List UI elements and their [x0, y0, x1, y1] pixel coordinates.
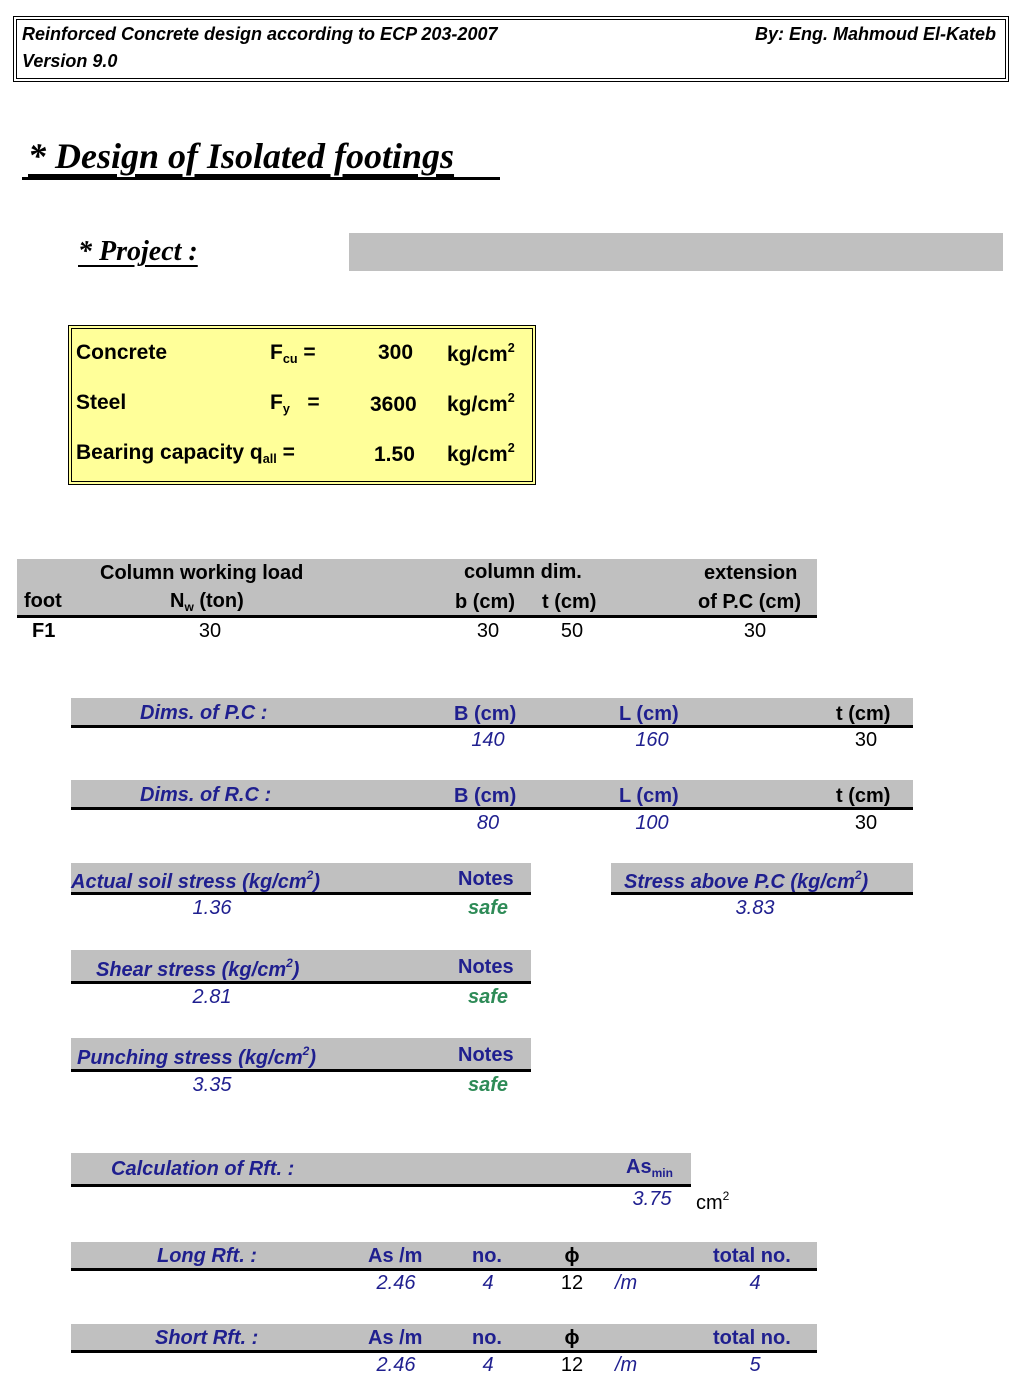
- pc-dims-label: Dims. of P.C :: [140, 702, 268, 724]
- header-column-dim: column dim.: [464, 561, 582, 583]
- project-input[interactable]: [349, 233, 1003, 271]
- long-phi-value[interactable]: 12: [560, 1272, 584, 1294]
- short-as-header: As /m: [368, 1327, 423, 1349]
- long-total-value: 4: [749, 1272, 761, 1294]
- above-pc-label: Stress above P.C $(kg/cm^2)$: [624, 868, 869, 893]
- rft-calc-label: Calculation of Rft. :: [111, 1158, 295, 1180]
- short-total-value: 5: [749, 1354, 761, 1376]
- short-rft-rule: [71, 1350, 817, 1353]
- as-min-unit: $cm^2$: [696, 1189, 730, 1214]
- pc-B-value: 140: [471, 729, 505, 751]
- bearing-label: Bearing capacity $q_{all}$ =: [76, 441, 295, 466]
- short-phi-header: ϕ: [564, 1327, 580, 1349]
- punching-value: 3.35: [192, 1074, 232, 1096]
- rc-B-value: 80: [476, 812, 500, 834]
- shear-label: Shear stress $(kg/cm^2)$: [96, 956, 300, 981]
- steel-unit: $kg/cm^2$: [447, 391, 515, 416]
- rc-L-value: 100: [635, 812, 669, 834]
- long-as-header: As /m: [368, 1245, 423, 1267]
- header-b: b (cm): [455, 591, 515, 613]
- pc-t-value[interactable]: 30: [854, 729, 878, 751]
- load-value[interactable]: 30: [198, 620, 222, 642]
- bearing-unit: $kg/cm^2$: [447, 441, 515, 466]
- short-as-value: 2.46: [376, 1354, 416, 1376]
- long-rft-label: Long Rft. :: [157, 1245, 257, 1267]
- long-no-value: 4: [482, 1272, 494, 1294]
- soil-status: safe: [467, 897, 509, 919]
- pc-dims-t-header: t (cm): [836, 703, 891, 725]
- punching-status: safe: [467, 1074, 509, 1096]
- page-title: * Design of Isolated footings: [28, 136, 455, 176]
- short-per-m: /m: [615, 1354, 638, 1376]
- pc-dims-B-header: B (cm): [454, 703, 517, 725]
- short-rft-label: Short Rft. :: [155, 1327, 259, 1349]
- soil-stress-value: 1.36: [192, 897, 232, 919]
- pc-L-value: 160: [635, 729, 669, 751]
- b-value[interactable]: 30: [476, 620, 500, 642]
- as-min-header: $As_{min}$: [626, 1156, 673, 1180]
- header-version: Version 9.0: [22, 51, 118, 71]
- shear-value: 2.81: [192, 986, 232, 1008]
- soil-stress-label: Actual soil stress $(kg/cm^2)$: [71, 868, 321, 893]
- bearing-value[interactable]: 1.50: [374, 443, 415, 466]
- rc-dims-L-header: L (cm): [619, 785, 679, 807]
- rc-t-value[interactable]: 30: [854, 812, 878, 834]
- short-no-header: no.: [472, 1327, 502, 1349]
- rc-dims-B-header: B (cm): [454, 785, 517, 807]
- header-title: Reinforced Concrete design according to ECP 203-2007: [22, 24, 498, 44]
- soil-notes-header: Notes: [458, 868, 514, 890]
- rc-dims-label: Dims. of R.C :: [140, 784, 272, 806]
- long-phi-header: ϕ: [564, 1245, 580, 1267]
- long-rft-rule: [71, 1268, 817, 1271]
- input-table-rule: [17, 615, 817, 618]
- t-value[interactable]: 50: [560, 620, 584, 642]
- header-extension-unit: of P.C (cm): [698, 591, 801, 613]
- long-as-value: 2.46: [376, 1272, 416, 1294]
- long-per-m: /m: [615, 1272, 638, 1294]
- punching-label: Punching stress $(kg/cm^2)$: [77, 1044, 316, 1069]
- foot-id: F1: [32, 620, 56, 642]
- rc-dims-t-header: t (cm): [836, 785, 891, 807]
- concrete-symbol: $F_{cu}$ =: [270, 341, 316, 366]
- header-load-unit: $N_w$ (ton): [170, 590, 244, 614]
- concrete-unit: $kg/cm^2$: [447, 341, 515, 366]
- steel-value[interactable]: 3600: [370, 393, 417, 416]
- shear-notes-header: Notes: [458, 956, 514, 978]
- concrete-value[interactable]: 300: [378, 341, 414, 364]
- header-foot: foot: [24, 590, 62, 612]
- extension-value[interactable]: 30: [743, 620, 767, 642]
- project-label: * Project :: [78, 236, 198, 267]
- header-load: Column working load: [100, 562, 304, 584]
- as-min-value: 3.75: [632, 1188, 672, 1210]
- header-t: t (cm): [542, 591, 597, 613]
- concrete-label: Concrete: [76, 341, 168, 364]
- punching-notes-header: Notes: [458, 1044, 514, 1066]
- long-total-header: total no.: [713, 1245, 791, 1267]
- rft-calc-rule: [71, 1184, 691, 1187]
- steel-symbol: $F_y$ =: [270, 391, 320, 416]
- above-pc-value: 3.83: [735, 897, 775, 919]
- header-author: By: Eng. Mahmoud El-Kateb: [754, 24, 996, 44]
- title-underline: [22, 177, 500, 180]
- short-phi-value[interactable]: 12: [560, 1354, 584, 1376]
- pc-dims-L-header: L (cm): [619, 703, 679, 725]
- long-no-header: no.: [472, 1245, 502, 1267]
- steel-label: Steel: [76, 391, 127, 414]
- short-total-header: total no.: [713, 1327, 791, 1349]
- short-no-value: 4: [482, 1354, 494, 1376]
- shear-status: safe: [467, 986, 509, 1008]
- header-extension: extension: [704, 562, 798, 584]
